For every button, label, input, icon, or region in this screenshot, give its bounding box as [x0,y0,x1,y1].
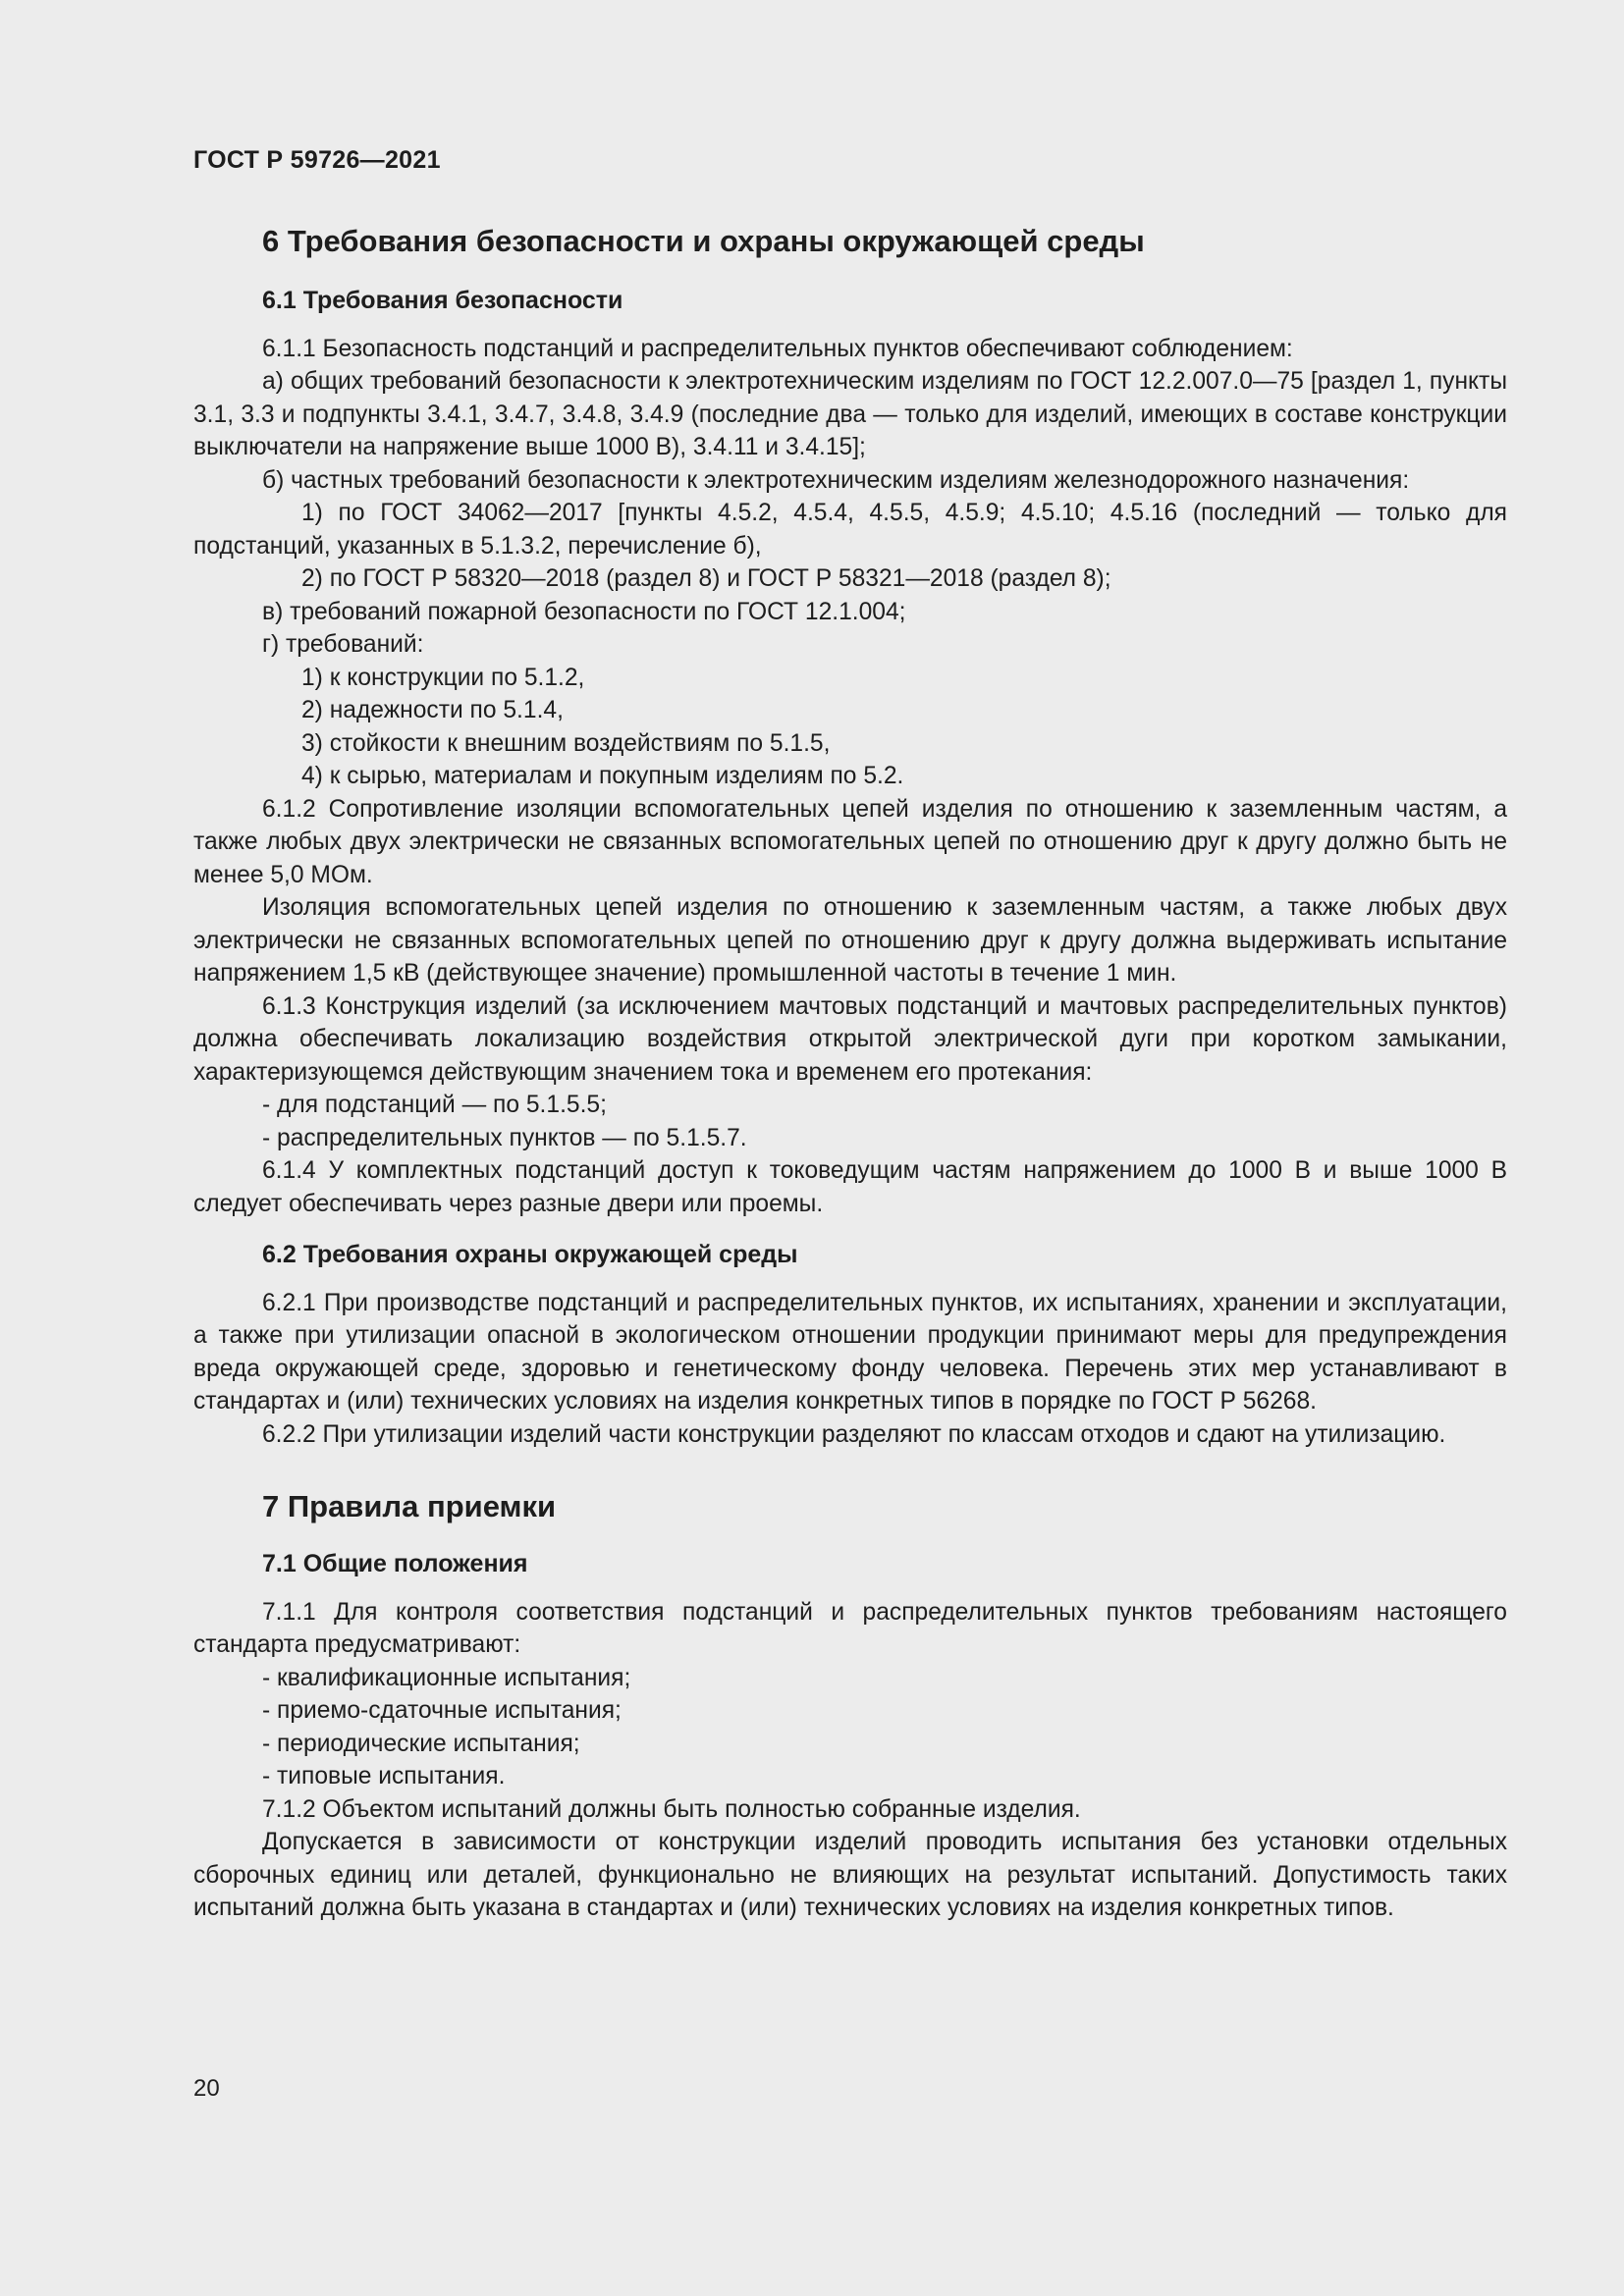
list-item-distribution-points: - распределительных пунктов — по 5.1.5.7. [262,1124,747,1151]
subsection-7-1-title: 7.1 Общие положения [262,1550,528,1577]
list-item-v: в) требований пожарной безопасности по ГОСТ 12.1.004; [262,598,906,625]
list-item-type-tests: - типовые испытания. [262,1763,506,1789]
list-item-g-4: 4) к сырью, материалам и покупным изделиям по 5.2. [301,763,904,789]
list-item-substations: - для подстанций — по 5.1.5.5; [262,1092,607,1118]
list-item-g-3: 3) стойкости к внешним воздействиям по 5.1.5, [301,729,831,757]
page-number: 20 [193,2075,220,2102]
list-item-acceptance-tests: - приемо-сдаточные испытания; [262,1697,622,1724]
list-item-b-1: 1) по ГОСТ 34062—2017 [пункты 4.5.2, 4.5.4, 4.5.5, 4.5.9; 4.5.10; 4.5.16 (последний — только для подстанций, указанных в 5.1.3.2, перечисление б), [193,500,1507,560]
paragraph-7-1-1: 7.1.1 Для контроля соответствия подстанций и распределительных пунктов требованиям настоящего стандарта предусматривают: [193,1598,1507,1658]
list-item-a: а) общих требований безопасности к электротехническим изделиям по ГОСТ 12.2.007.0—75 [раздел 1, пункты 3.1, 3.3 и подпункты 3.4.1, 3.4.7, 3.4.8, 3.4.9 (последние два — только для изделий, имеющих в составе конструкции выключатели на напряжение выше 1000 В), 3.4.11 и 3.4.15]; [193,368,1507,460]
list-item-b: б) частных требований безопасности к электротехническим изделиям железнодорожного назначения: [262,466,1410,494]
list-item-qualification-tests: - квалификационные испытания; [262,1664,631,1691]
paragraph-7-1-2: 7.1.2 Объектом испытаний должны быть полностью собранные изделия. [262,1795,1081,1823]
section-7-title: 7 Правила приемки [262,1489,557,1523]
subsection-6-2-title: 6.2 Требования охраны окружающей среды [262,1241,798,1268]
paragraph-6-1-1: 6.1.1 Безопасность подстанций и распределительных пунктов обеспечивают соблюдением: [262,335,1293,362]
section-6-title: 6 Требования безопасности и охраны окружающей среды [262,224,1145,258]
list-item-periodic-tests: - периодические испытания; [262,1730,580,1757]
paragraph-6-1-3: 6.1.3 Конструкция изделий (за исключением мачтовых подстанций и мачтовых распределительных пунктов) должна обеспечивать локализацию воздействия открытой электрической дуги при коротком замыкании, характеризующемся действующим значением тока и временем его протекания: [193,992,1507,1086]
paragraph-6-1-4: 6.1.4 У комплектных подстанций доступ к токоведущим частям напряжением до 1000 В и выше 1000 В следует обеспечивать через разные двери или проемы. [193,1157,1507,1217]
document-code-header: ГОСТ Р 59726—2021 [193,146,441,174]
page-content [193,222,1507,1925]
paragraph-7-1-2-allowance: Допускается в зависимости от конструкции изделий проводить испытания без установки отдельных сборочных единиц или деталей, функционально не влияющих на результат испытаний. Допустимость таких испытаний должна быть указана в стандартах и (или) технических условиях на изделия конкретных типов. [193,1829,1507,1921]
paragraph-6-2-1: 6.2.1 При производстве подстанций и распределительных пунктов, их испытаниях, хранении и эксплуатации, а также при утилизации опасной в экологическом отношении продукции принимают меры для предупреждения вреда окружающей среде, здоровью и генетическому фонду человека. Перечень этих мер устанавливают в стандартах и (или) технических условиях на изделия конкретных типов в порядке по ГОСТ Р 56268. [193,1289,1507,1415]
subsection-6-1-title: 6.1 Требования безопасности [262,287,623,314]
list-item-g: г) требований: [262,631,424,658]
list-item-b-2: 2) по ГОСТ Р 58320—2018 (раздел 8) и ГОСТ Р 58321—2018 (раздел 8); [301,565,1111,592]
paragraph-6-2-2: 6.2.2 При утилизации изделий части конструкции разделяют по классам отходов и сдают на утилизацию. [262,1420,1446,1448]
list-item-g-1: 1) к конструкции по 5.1.2, [301,664,585,691]
paragraph-6-1-2-insulation: Изоляция вспомогательных цепей изделия по отношению к заземленным частям, а также любых двух электрически не связанных вспомогательных цепей по отношению друг к другу должна выдерживать испытание напряжением 1,5 кВ (действующее значение) промышленной частоты в течение 1 мин. [193,894,1507,987]
list-item-g-2: 2) надежности по 5.1.4, [301,697,564,723]
paragraph-6-1-2: 6.1.2 Сопротивление изоляции вспомогательных цепей изделия по отношению к заземленным частям, а также любых двух электрически не связанных вспомогательных цепей по отношению друг к другу должно быть не менее 5,0 МОм. [193,795,1507,888]
